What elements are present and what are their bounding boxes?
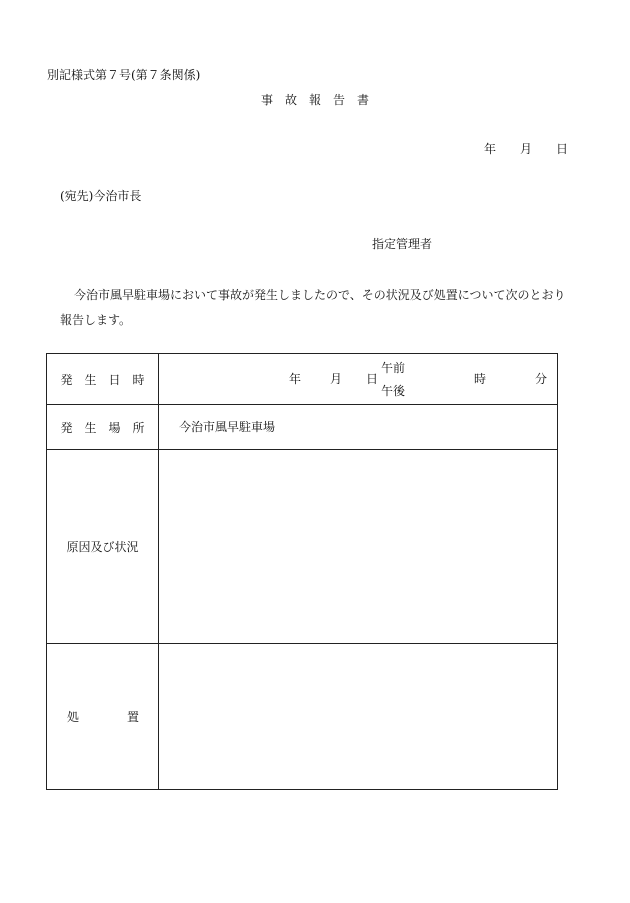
cause-status-label-text: 原因及び状況	[66, 540, 139, 554]
report-table	[46, 353, 558, 790]
action-value[interactable]	[159, 644, 557, 789]
form-number: 別記様式第７号(第７条関係)	[47, 68, 201, 82]
report-date: 年 月 日	[483, 142, 568, 156]
document-title: 事 故 報 告 書	[261, 93, 370, 107]
cause-status-row	[47, 450, 557, 644]
hour-label: 時	[474, 372, 487, 386]
body-text-line-2: 報告します。	[60, 313, 132, 327]
occurrence-place-value[interactable]	[159, 405, 557, 449]
day-label: 日	[366, 372, 379, 386]
action-row	[47, 644, 557, 789]
reporter-label: 指定管理者	[372, 237, 433, 251]
year-label: 年	[289, 372, 302, 386]
pm-label: 午後	[381, 384, 406, 398]
occurrence-place-text: 今治市風早駐車場	[179, 420, 276, 434]
action-label	[47, 644, 159, 789]
occurrence-datetime-row	[47, 354, 557, 405]
minute-label: 分	[535, 372, 548, 386]
cause-status-value[interactable]	[159, 450, 557, 643]
occurrence-datetime-label-text: 発 生 日 時	[60, 372, 145, 387]
action-label-char-2: 置	[127, 709, 140, 724]
occurrence-place-row	[47, 405, 557, 450]
addressee: (宛先)今治市長	[60, 189, 142, 203]
am-label: 午前	[381, 361, 406, 375]
occurrence-place-label	[47, 405, 159, 449]
cause-status-label	[47, 450, 159, 643]
body-text-line-1: 今治市風早駐車場において事故が発生しましたので、その状況及び処置について次のとおり	[74, 288, 566, 302]
action-label-char-1: 処	[67, 709, 80, 724]
occurrence-place-label-text: 発 生 場 所	[60, 420, 145, 435]
occurrence-datetime-value[interactable]	[159, 354, 557, 404]
month-label: 月	[330, 372, 343, 386]
occurrence-datetime-label	[47, 354, 159, 404]
